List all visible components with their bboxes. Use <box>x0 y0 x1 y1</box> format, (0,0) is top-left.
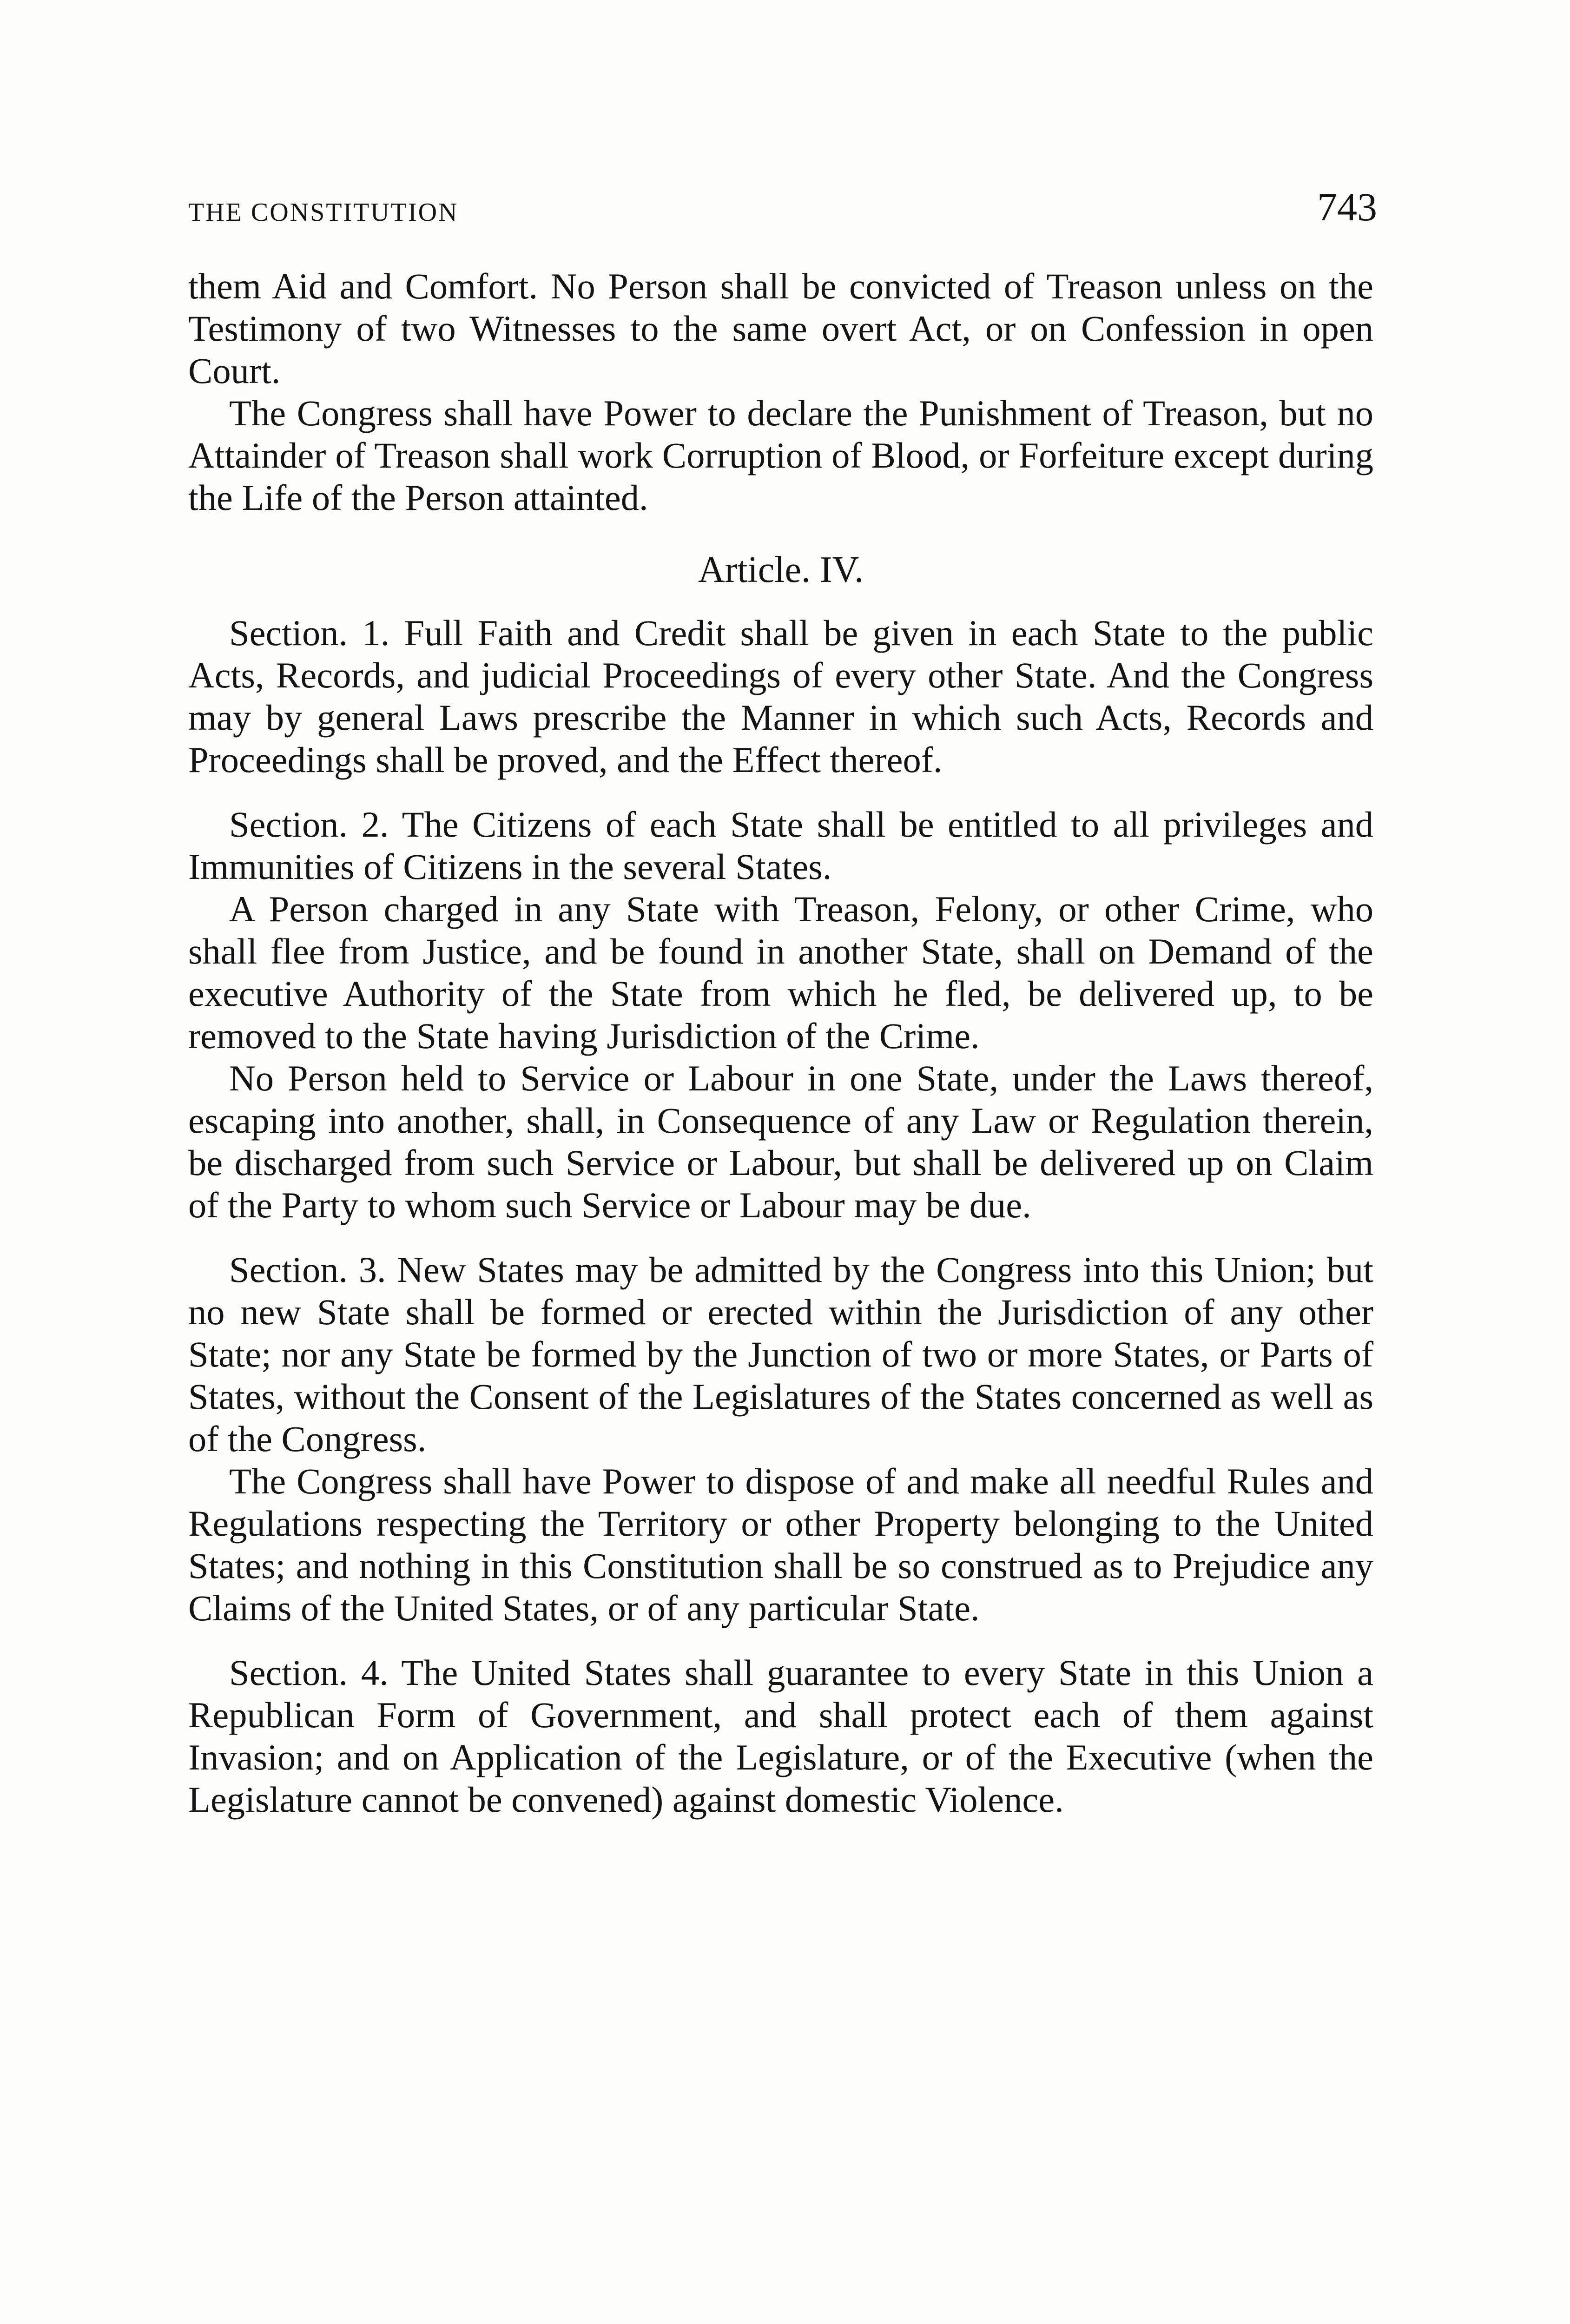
page-number: 743 <box>1317 185 1377 229</box>
section-1-paragraph: Section. 1. Full Faith and Credit shall be given in each State to the public Acts, Records, and judicial Proceedings of every other State. And the Congress may by general Laws prescribe the Manner in which such Acts, Records and Proceedings shall be proved, and the Effect thereof. <box>188 613 1373 780</box>
article-heading: Article. IV. <box>698 549 864 590</box>
treason-paragraph-continued: them Aid and Comfort. No Person shall be convicted of Treason unless on the Testimony of two Witnesses to the same overt Act, or on Confession in open Court. <box>188 266 1373 391</box>
section-2-extradition-paragraph: A Person charged in any State with Treason, Felony, or other Crime, who shall flee from Justice, and be found in another State, shall on Demand of the executive Authority of the State from which he fled, be delivered up, to be removed to the State having Jurisdiction of the Crime. <box>188 889 1373 1056</box>
section-3-territory-paragraph: The Congress shall have Power to dispose of and make all needful Rules and Regulations respecting the Territory or other Property belonging to the United States; and nothing in this Constitution shall be so construed as to Prejudice any Claims of the United States, or of any particular State. <box>188 1461 1373 1628</box>
page-header <box>188 184 1377 235</box>
section-2-paragraph: Section. 2. The Citizens of each State shall be entitled to all privileges and Immunities of Citizens in the several States. <box>188 804 1373 887</box>
section-2-service-labour-paragraph: No Person held to Service or Labour in one State, under the Laws thereof, escaping into another, shall, in Consequence of any Law or Regulation therein, be discharged from such Service or Labour, but shall be delivered up on Claim of the Party to whom such Service or Labour may be due. <box>188 1058 1373 1225</box>
section-4-paragraph: Section. 4. The United States shall guarantee to every State in this Union a Republican Form of Government, and shall protect each of them against Invasion; and on Application of the Legislature, or of the Executive (when the Legislature cannot be convened) against domestic Violence. <box>188 1652 1373 1820</box>
section-3-paragraph: Section. 3. New States may be admitted by the Congress into this Union; but no new State shall be formed or erected within the Jurisdiction of any other State; nor any State be formed by the Junction of two or more States, or Parts of States, without the Consent of the Legislatures of the States concerned as well as of the Congress. <box>188 1249 1373 1459</box>
treason-punishment-paragraph: The Congress shall have Power to declare the Punishment of Treason, but no Attainder of Treason shall work Corruption of Blood, or Forfeiture except during the Life of the Person attainted. <box>188 393 1373 518</box>
body-text <box>188 265 1373 1821</box>
running-head: THE CONSTITUTION <box>188 198 459 227</box>
